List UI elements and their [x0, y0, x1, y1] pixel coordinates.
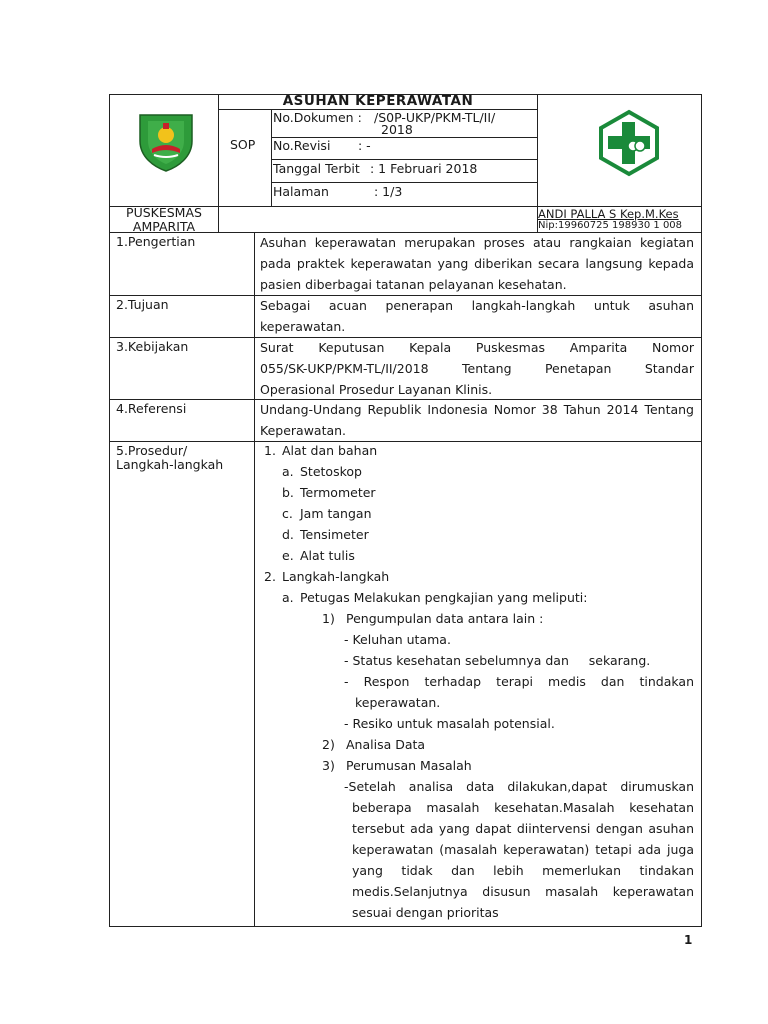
sop-label: SOP: [230, 137, 256, 152]
list-item: [260, 545, 694, 566]
text-line: Sebagai acuan penerapan langkah-langkah untuk asuhan: [260, 298, 694, 313]
list-text: Tensimeter: [300, 527, 369, 542]
list-item: [260, 755, 694, 776]
no-dokumen-label: No.Dokumen :: [273, 110, 362, 125]
regional-emblem-icon: [134, 111, 198, 173]
tujuan-text: [260, 295, 694, 337]
list-item: [260, 587, 694, 608]
text-line: pada praktek keperawatan yang diberikan secara langsung kepada: [260, 256, 694, 271]
text-line: pasien diberbagai tatanan pelayanan kesehatan.: [260, 277, 567, 292]
text-line: medis.Selanjutnya disusun masalah keperawatan: [352, 884, 694, 899]
list-item: [260, 503, 694, 524]
table-bottom-border: [109, 926, 702, 927]
text-line: keperawatan (masalah keperawatan) tetapi ada juga: [352, 842, 694, 857]
list-marker: d.: [282, 527, 294, 542]
kebijakan-text: [260, 337, 694, 400]
list-marker: c.: [282, 506, 293, 521]
text-line: Surat Keputusan Kepala Puskesmas Amparita Nomor: [260, 340, 694, 355]
pengertian-text: [260, 232, 694, 295]
tanggal-value: : 1 Februari 2018: [370, 161, 478, 176]
text-line: beberapa masalah kesehatan.Masalah kesehatan: [352, 800, 694, 815]
list-marker: a.: [282, 590, 294, 605]
list-text: - Resiko untuk masalah potensial.: [344, 716, 555, 731]
label-col-line: [254, 232, 255, 927]
text-line: tersebut ada yang dapat diintervensi dengan asuhan: [352, 821, 694, 836]
no-revisi-label: No.Revisi: [273, 138, 331, 153]
list-text: Termometer: [300, 485, 376, 500]
list-item: [260, 734, 694, 755]
list-marker: 1.: [264, 443, 276, 458]
revisi-row-line: [271, 159, 538, 160]
text-line: Asuhan keperawatan merupakan proses atau rangkaian kegiatan: [260, 235, 694, 250]
org-name-line2: AMPARITA: [132, 219, 196, 234]
list-marker: 2): [322, 737, 335, 752]
list-item: [260, 566, 694, 587]
list-text: Analisa Data: [346, 737, 426, 752]
list-item: [260, 671, 694, 692]
label-kebijakan: 3.Kebijakan: [116, 339, 189, 354]
list-text: Langkah-langkah: [282, 569, 390, 584]
text-line: keperawatan.: [260, 319, 346, 334]
list-item: [260, 692, 694, 713]
list-marker: 3): [322, 758, 335, 773]
list-marker: e.: [282, 548, 294, 563]
sop-col-line: [271, 109, 272, 207]
label-tujuan: 2.Tujuan: [116, 297, 169, 312]
emblem-logo: [134, 111, 198, 173]
label-pengertian: 1.Pengertian: [116, 234, 196, 249]
text-line: Undang-Undang Republik Indonesia Nomor 38 Tahun 2014 Tentang: [260, 402, 694, 417]
doc-title: ASUHAN KEPERAWATAN: [282, 93, 474, 109]
org-name-line1: PUSKESMAS: [126, 205, 202, 220]
list-marker: 1): [322, 611, 335, 626]
label-referensi: 4.Referensi: [116, 401, 187, 416]
text-line: -Setelah analisa data dilakukan,dapat dirumuskan: [344, 779, 694, 794]
list-marker: 2.: [264, 569, 276, 584]
halaman-value: : 1/3: [374, 184, 403, 199]
health-logo: [596, 108, 662, 178]
no-dokumen-value: /S0P-UKP/PKM-TL/II/: [374, 110, 496, 125]
health-cross-icon: [596, 108, 662, 178]
list-marker: b.: [282, 485, 294, 500]
signer-name: ANDI PALLA S Kep.M.Kes: [538, 207, 679, 221]
list-item: [260, 629, 694, 650]
list-text: Alat tulis: [300, 548, 355, 563]
halaman-label: Halaman: [273, 184, 329, 199]
text-line: yang tidak dan lebih memerlukan tindakan: [352, 863, 694, 878]
page-number: 1: [684, 933, 693, 947]
list-item: [260, 440, 694, 461]
list-marker: a.: [282, 464, 294, 479]
no-dokumen-value-year: 2018: [381, 122, 413, 137]
list-item: [260, 524, 694, 545]
list-item: [260, 482, 694, 503]
list-text: - Respon terhadap terapi medis dan tindakan: [344, 674, 694, 689]
list-item: [260, 461, 694, 482]
list-text: Petugas Melakukan pengkajian yang meliputi:: [300, 590, 588, 605]
list-text: Stetoskop: [300, 464, 362, 479]
list-item: [260, 608, 694, 629]
list-text: Jam tangan: [300, 506, 372, 521]
list-item: [260, 713, 694, 734]
table-right-border: [701, 94, 702, 927]
list-text: Perumusan Masalah: [346, 758, 472, 773]
label-prosedur-1: 5.Prosedur/: [116, 443, 188, 458]
list-text: Pengumpulan data antara lain :: [346, 611, 544, 626]
text-line: 055/SK-UKP/PKM-TL/II/2018 Tentang Penetapan Standar: [260, 361, 694, 376]
list-text: - Status kesehatan sebelumnya dan sekarang.: [344, 653, 651, 668]
text-line: Operasional Prosedur Layanan Klinis.: [260, 382, 493, 397]
perumusan-paragraph: [344, 776, 694, 923]
list-text: keperawatan.: [355, 695, 441, 710]
list-text: - Keluhan utama.: [344, 632, 451, 647]
list-text: Alat dan bahan: [282, 443, 378, 458]
label-prosedur-2: Langkah-langkah: [116, 457, 224, 472]
tanggal-row-line: [271, 182, 538, 183]
no-revisi-value: : -: [358, 138, 371, 153]
list-item: [260, 650, 694, 671]
text-line: Keperawatan.: [260, 423, 347, 438]
signer-nip: Nip:19960725 198930 1 008: [538, 220, 683, 231]
referensi-text: [260, 399, 694, 441]
prosedur-content: [260, 440, 694, 923]
text-line: sesuai dengan prioritas: [352, 905, 499, 920]
tanggal-label: Tanggal Terbit: [273, 161, 360, 176]
